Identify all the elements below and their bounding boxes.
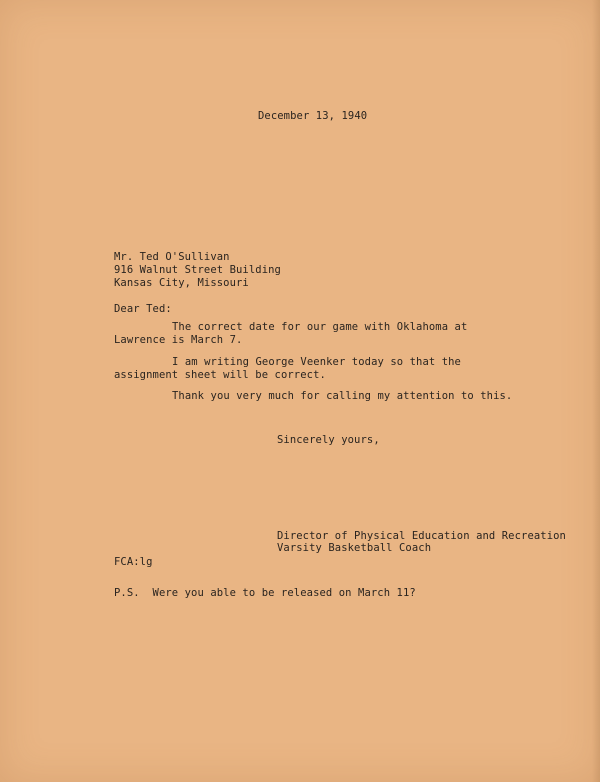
closing: Sincerely yours,	[277, 434, 380, 446]
letter-date: December 13, 1940	[258, 110, 368, 122]
postscript: P.S. Were you able to be released on March 11?	[114, 587, 416, 599]
paper-edge-shadow	[592, 0, 600, 782]
paragraph-2-line-1: I am writing George Veenker today so that the	[172, 356, 461, 368]
paragraph-1-line-2: Lawrence is March 7.	[114, 334, 243, 346]
signature-title-line-2: Varsity Basketball Coach	[277, 542, 432, 554]
recipient-street: 916 Walnut Street Building	[114, 264, 281, 276]
signature-title-line-1: Director of Physical Education and Recreation	[277, 530, 566, 542]
salutation: Dear Ted:	[114, 303, 172, 315]
recipient-city: Kansas City, Missouri	[114, 277, 249, 289]
paragraph-2-line-2: assignment sheet will be correct.	[114, 369, 326, 381]
paragraph-3: Thank you very much for calling my attention to this.	[172, 390, 513, 402]
typist-initials: FCA:lg	[114, 556, 153, 568]
recipient-name: Mr. Ted O'Sullivan	[114, 251, 230, 263]
paragraph-1-line-1: The correct date for our game with Oklahoma at	[172, 321, 468, 333]
